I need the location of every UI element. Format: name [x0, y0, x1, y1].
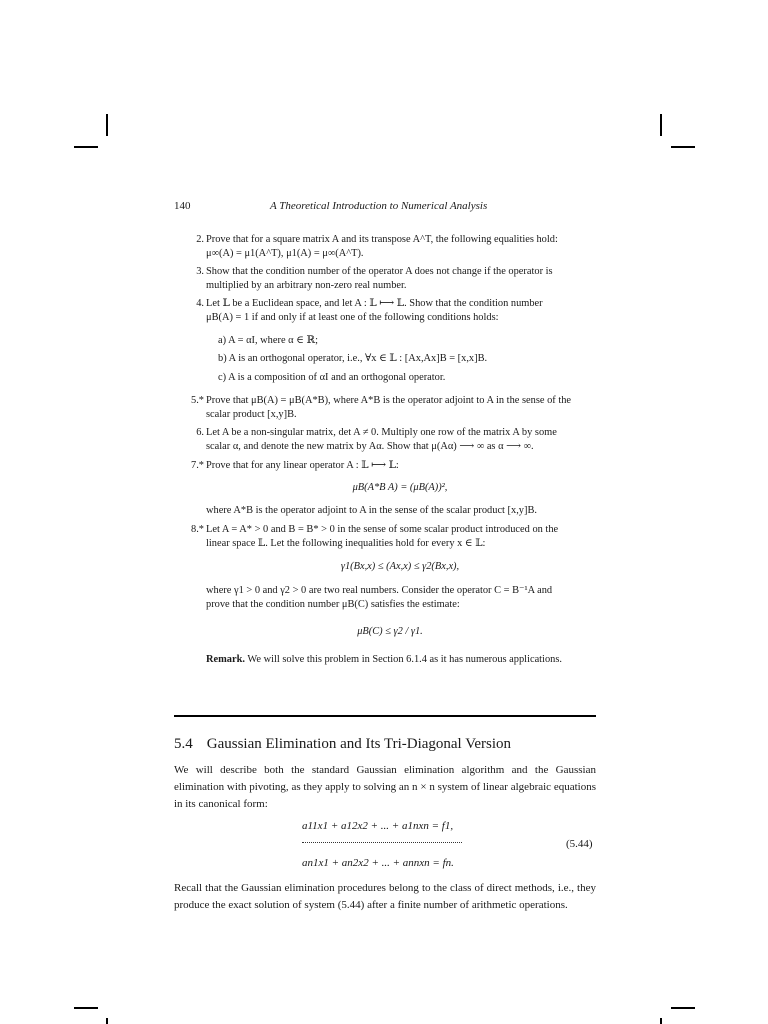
section-number: 5.4: [174, 736, 193, 752]
exercise-line: Let A = A* > 0 and B = B* > 0 in the sense of some scalar product introduced on the: [206, 524, 559, 535]
system-row-1: a11x1 + a12x2 + ... + a1nxn = f1,: [302, 820, 454, 832]
system-row-n: an1x1 + an2x2 + ... + annxn = fn.: [302, 857, 454, 869]
crop-mark: [106, 114, 108, 136]
exercise-line: Show that the condition number of the operator A does not change if the operator is: [206, 266, 553, 277]
exercise-line: μ∞(A) = μ1(A^T), μ1(A) = μ∞(A^T).: [206, 248, 364, 259]
exercise-line: Prove that μB(A) = μB(A*B), where A*B is the operator adjoint to A in the sense of the: [206, 395, 572, 406]
crop-mark: [74, 146, 98, 148]
page-number: 140: [174, 200, 191, 212]
crop-mark: [660, 114, 662, 136]
exercise-line: Let A be a non-singular matrix, det A ≠ 0. Multiply one row of the matrix A by some: [206, 427, 557, 438]
exercise-line: Let 𝕃 be a Euclidean space, and let A : 𝕃 ⟼ 𝕃. Show that the condition number: [206, 298, 543, 309]
crop-mark: [660, 1018, 662, 1024]
crop-mark: [106, 1018, 108, 1024]
exercise-number: 3.: [196, 266, 204, 277]
exercise-number: 5.*: [191, 395, 204, 406]
exercise-line: Prove that for a square matrix A and its transpose A^T, the following equalities hold:: [206, 234, 558, 245]
exercise-line: Prove that for any linear operator A : 𝕃 ⟼ 𝕃:: [206, 460, 399, 471]
equation-7: μB(A*B A) = (μB(A))²,: [352, 482, 448, 493]
exercise-line: linear space 𝕃. Let the following inequalities hold for every x ∈ 𝕃:: [206, 538, 486, 549]
exercise-8-note-b: prove that the condition number μB(C) satisfies the estimate:: [206, 599, 460, 610]
condition-c: c) A is a composition of αI and an orthogonal operator.: [218, 372, 446, 383]
exercise-number: 8.*: [191, 524, 204, 535]
section-rule: [174, 715, 596, 717]
equation-number: (5.44): [566, 838, 593, 850]
exercise-number: 4.: [196, 298, 204, 309]
exercise-line: scalar α, and denote the new matrix by Aα. Show that μ(Aα) ⟶ ∞ as α ⟶ ∞.: [206, 441, 534, 452]
paragraph-intro: We will describe both the standard Gaussian elimination algorithm and the Gaussian elimination with pivoting, as they apply to solving an n × n system of linear algebraic equations in its canonical form:: [174, 764, 596, 810]
exercise-line: scalar product [x,y]B.: [206, 409, 297, 420]
crop-mark: [671, 1007, 695, 1009]
exercise-7-note: where A*B is the operator adjoint to A in the sense of the scalar product [x,y]B.: [206, 505, 537, 516]
condition-a: a) A = αI, where α ∈ ℝ;: [218, 335, 319, 346]
condition-b: b) A is an orthogonal operator, i.e., ∀x ∈ 𝕃 : [Ax,Ax]B = [x,x]B.: [218, 353, 488, 364]
equation-8-estimate: μB(C) ≤ γ2 / γ1.: [357, 626, 423, 637]
paragraph-recall: Recall that the Gaussian elimination procedures belong to the class of direct methods, i.e., they produce the exact solution of system (5.44) after a finite number of arithmetic operations.: [174, 882, 596, 911]
remark-label: Remark.: [206, 654, 245, 665]
system-ellipsis-row: [302, 842, 462, 843]
exercise-line: μB(A) = 1 if and only if at least one of the following conditions holds:: [206, 312, 499, 323]
crop-mark: [671, 146, 695, 148]
section-title: Gaussian Elimination and Its Tri-Diagonal Version: [206, 736, 512, 752]
exercise-number: 2.: [196, 234, 204, 245]
exercise-number: 7.*: [191, 460, 204, 471]
exercise-number: 6.: [196, 427, 204, 438]
exercise-line: multiplied by an arbitrary non-zero real number.: [206, 280, 407, 291]
remark-text: We will solve this problem in Section 6.1.4 as it has numerous applications.: [247, 654, 562, 665]
crop-mark: [74, 1007, 98, 1009]
remark: [206, 653, 596, 667]
running-title: A Theoretical Introduction to Numerical Analysis: [270, 200, 488, 212]
equation-8: γ1(Bx,x) ≤ (Ax,x) ≤ γ2(Bx,x),: [340, 561, 460, 572]
section-heading: [174, 736, 511, 753]
exercise-8-note-a: where γ1 > 0 and γ2 > 0 are two real numbers. Consider the operator C = B⁻¹A and: [206, 585, 553, 596]
